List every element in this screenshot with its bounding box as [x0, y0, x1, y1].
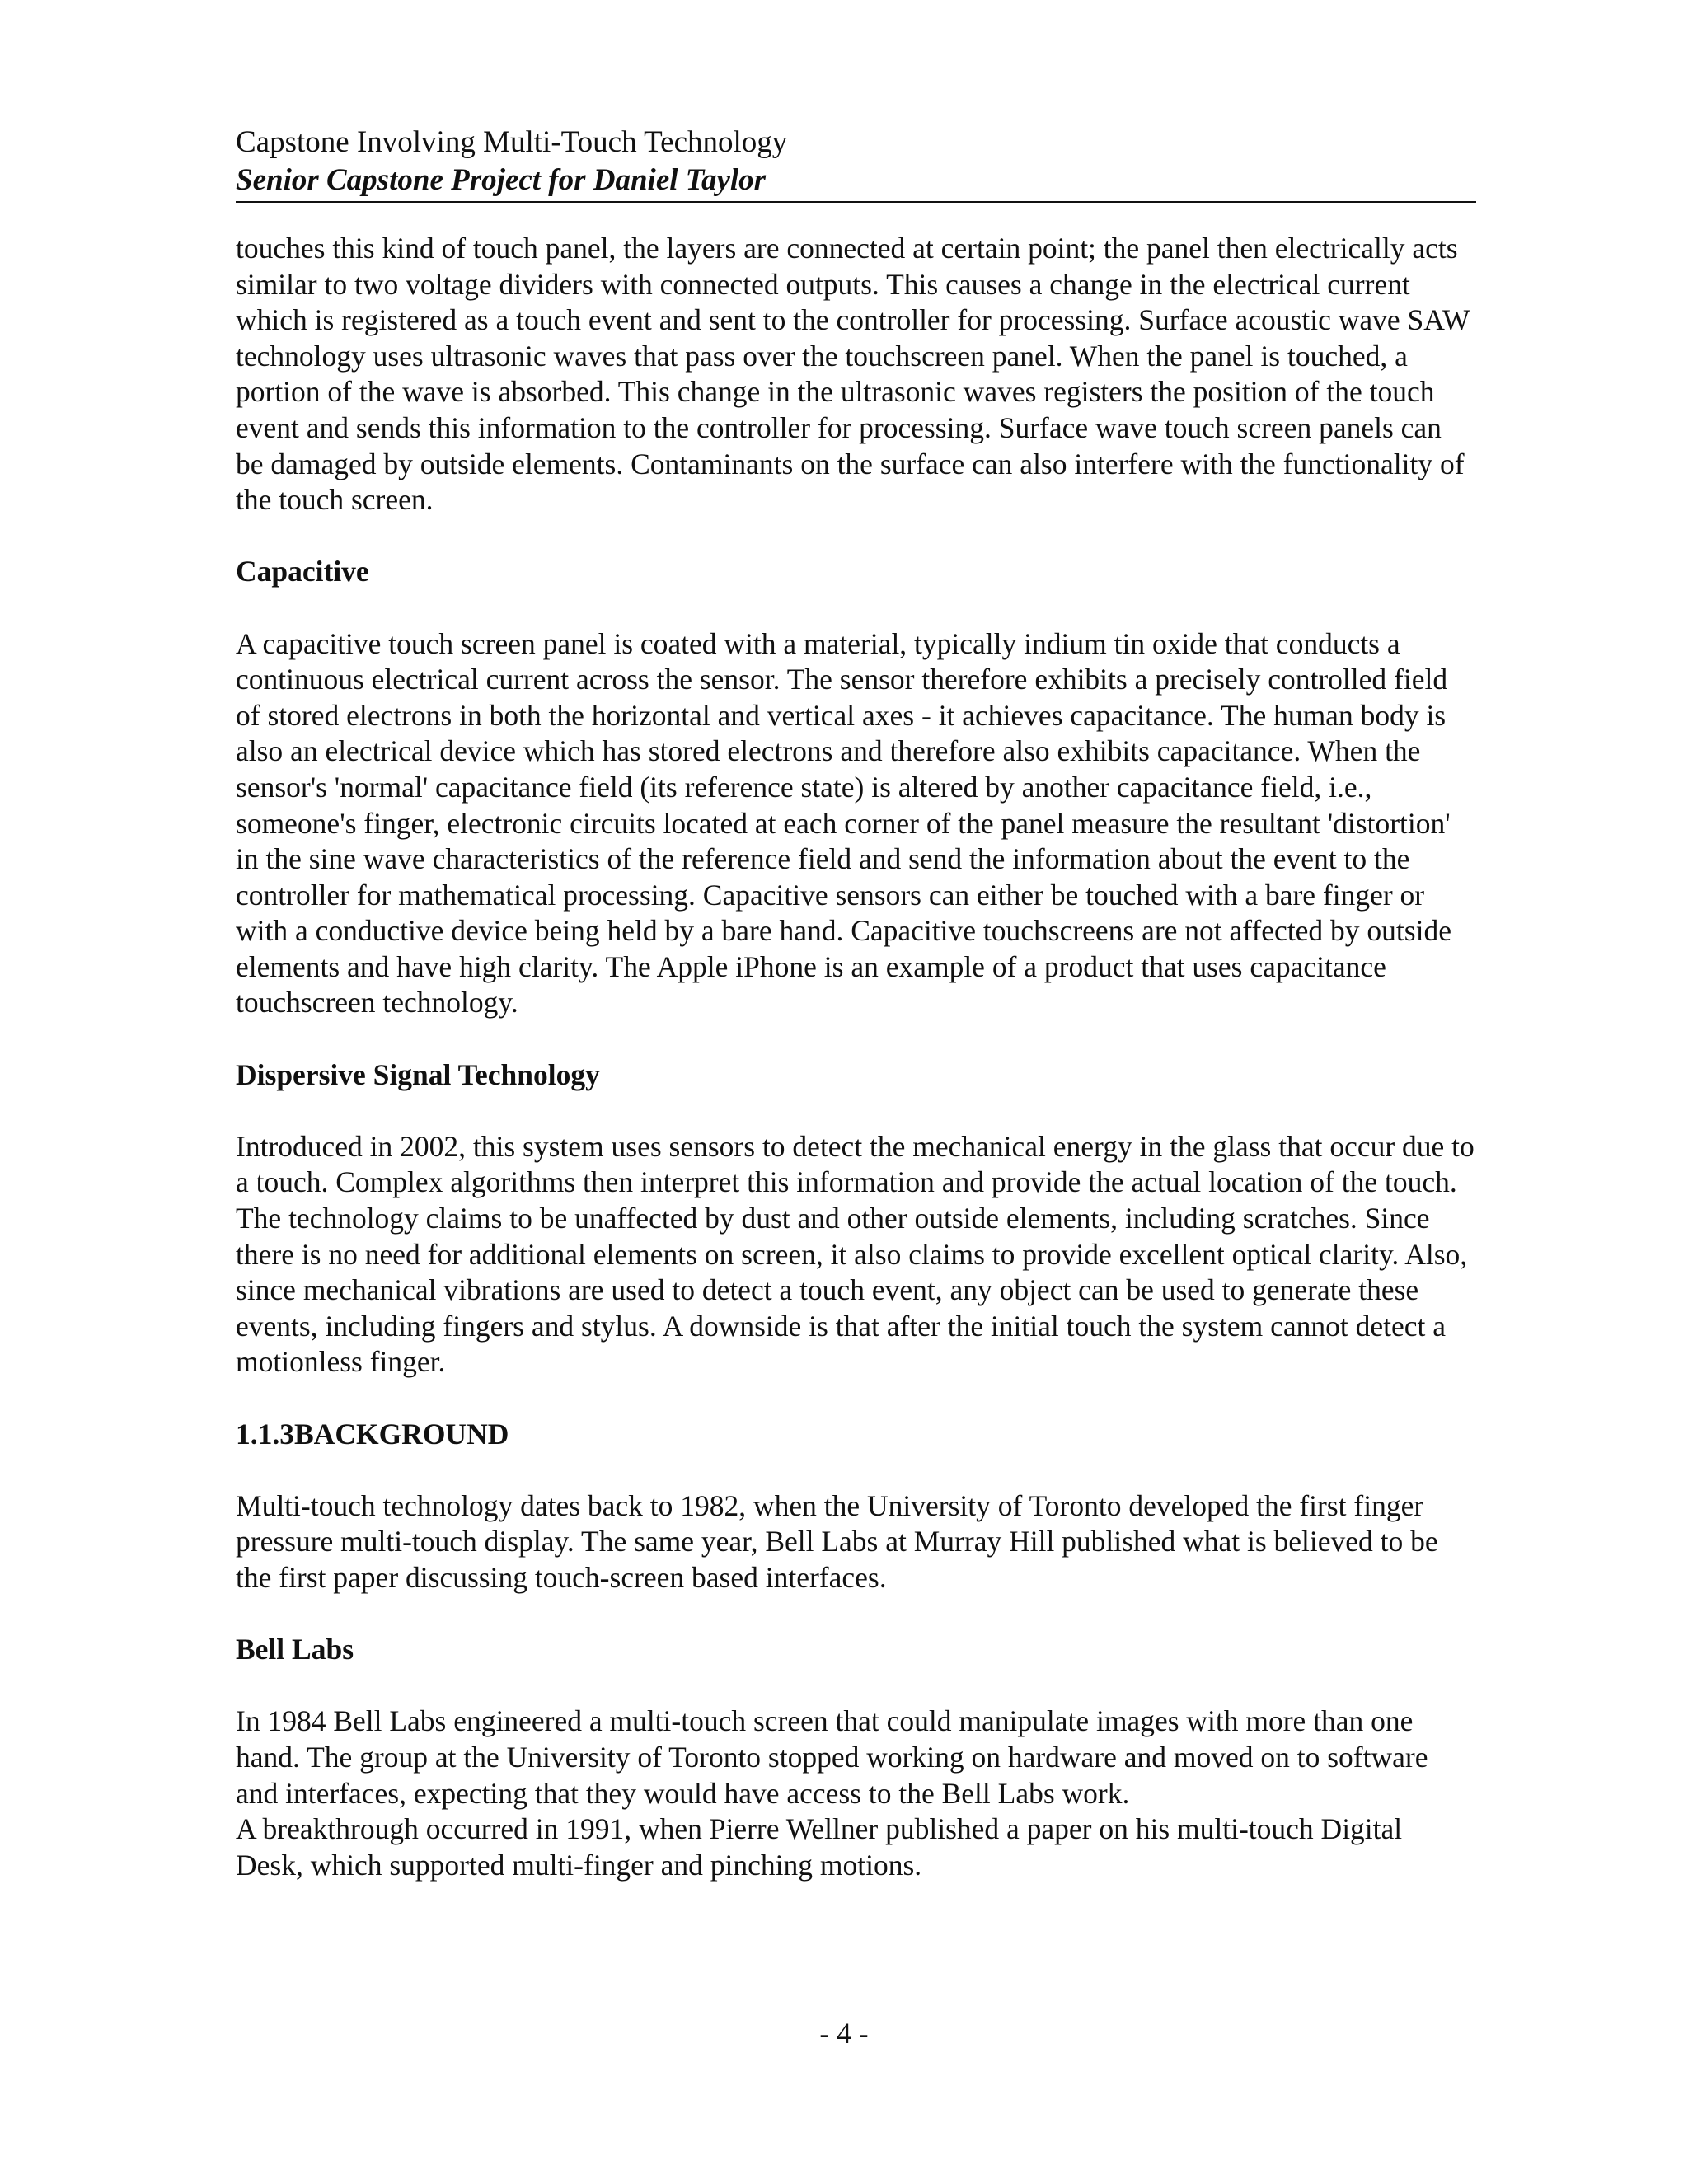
spacer [236, 590, 1476, 626]
spacer [236, 1093, 1476, 1129]
dispersive-heading: Dispersive Signal Technology [236, 1057, 600, 1091]
page-number: - 4 - [819, 2017, 869, 2050]
spacer [236, 1452, 1476, 1488]
bell-labs-paragraph: In 1984 Bell Labs engineered a multi-touch screen that could manipulate images with more than one hand. The group at the University of Toronto stopped working on hardware and moved on to software and interfaces, expecting that they would have access to the Bell Labs work. [236, 1704, 1428, 1810]
document-body [236, 231, 1476, 1883]
dispersive-paragraph: Introduced in 2002, this system uses sensors to detect the mechanical energy in the glass that occur due to a touch. Complex algorithms then interpret this information and provide the actual location of the touch. The technology claims to be unaffected by dust and other outside elements, including scratches. Since there is no need for additional elements on screen, it also claims to provide excellent optical clarity. Also, since mechanical vibrations are used to detect a touch event, any object can be used to generate these events, including fingers and stylus. A downside is that after the initial touch the system cannot detect a motionless finger. [236, 1129, 1475, 1379]
header-divider [236, 201, 1476, 203]
capacitive-paragraph: A capacitive touch screen panel is coated with a material, typically indium tin oxide that conducts a continuous electrical current across the sensor. The sensor therefore exhibits a precisely controlled field of stored electrons in both the horizontal and vertical axes - it achieves capacitance. The human body is also an electrical device which has stored electrons and therefore also exhibits capacitance. When the sensor's 'normal' capacitance field (its reference state) is altered by another capacitance field, i.e., someone's finger, electronic circuits located at each corner of the panel measure the resultant 'distortion' in the sine wave characteristics of the reference field and send the information about the event to the controller for mathematical processing. Capacitive sensors can either be touched with a bare finger or with a conductive device being held by a bare hand. Capacitive touchscreens are not affected by outside elements and have high clarity. The Apple iPhone is an example of a product that uses capacitance touchscreen technology. [236, 626, 1451, 1019]
spacer [236, 1668, 1476, 1704]
header-subtitle: Senior Capstone Project for Daniel Taylor [236, 163, 767, 197]
spacer [236, 1596, 1476, 1633]
document-page [236, 124, 1476, 1883]
capacitive-heading: Capacitive [236, 555, 369, 588]
intro-paragraph: touches this kind of touch panel, the layers are connected at certain point; the panel then electrically acts similar to two voltage dividers with connected outputs. This causes a change in the electrical current which is registered as a touch event and sent to the controller for processing. Surface acoustic wave SAW technology uses ultrasonic waves that pass over the touchscreen panel. When the panel is touched, a portion of the wave is absorbed. This change in the ultrasonic waves registers the position of the touch event and sends this information to the controller for processing. Surface wave touch screen panels can be damaged by outside elements. Contaminants on the surface can also interfere with the functionality of the touch screen. [236, 232, 1470, 517]
bell-labs-paragraph-continued: A breakthrough occurred in 1991, when Pierre Wellner published a paper on his multi-touch Digital Desk, which supported multi-finger and pinching motions. [236, 1812, 1403, 1882]
spacer [236, 1021, 1476, 1057]
bell-labs-heading: Bell Labs [236, 1633, 354, 1666]
spacer [236, 1380, 1476, 1417]
header-title: Capstone Involving Multi-Touch Technology [236, 125, 788, 159]
spacer [236, 518, 1476, 555]
background-heading: 1.1.3BACKGROUND [236, 1417, 509, 1451]
background-paragraph: Multi-touch technology dates back to 1982, when the University of Toronto developed the first finger pressure multi-touch display. The same year, Bell Labs at Murray Hill published what is believed to be the first paper discussing touch-screen based interfaces. [236, 1488, 1438, 1594]
